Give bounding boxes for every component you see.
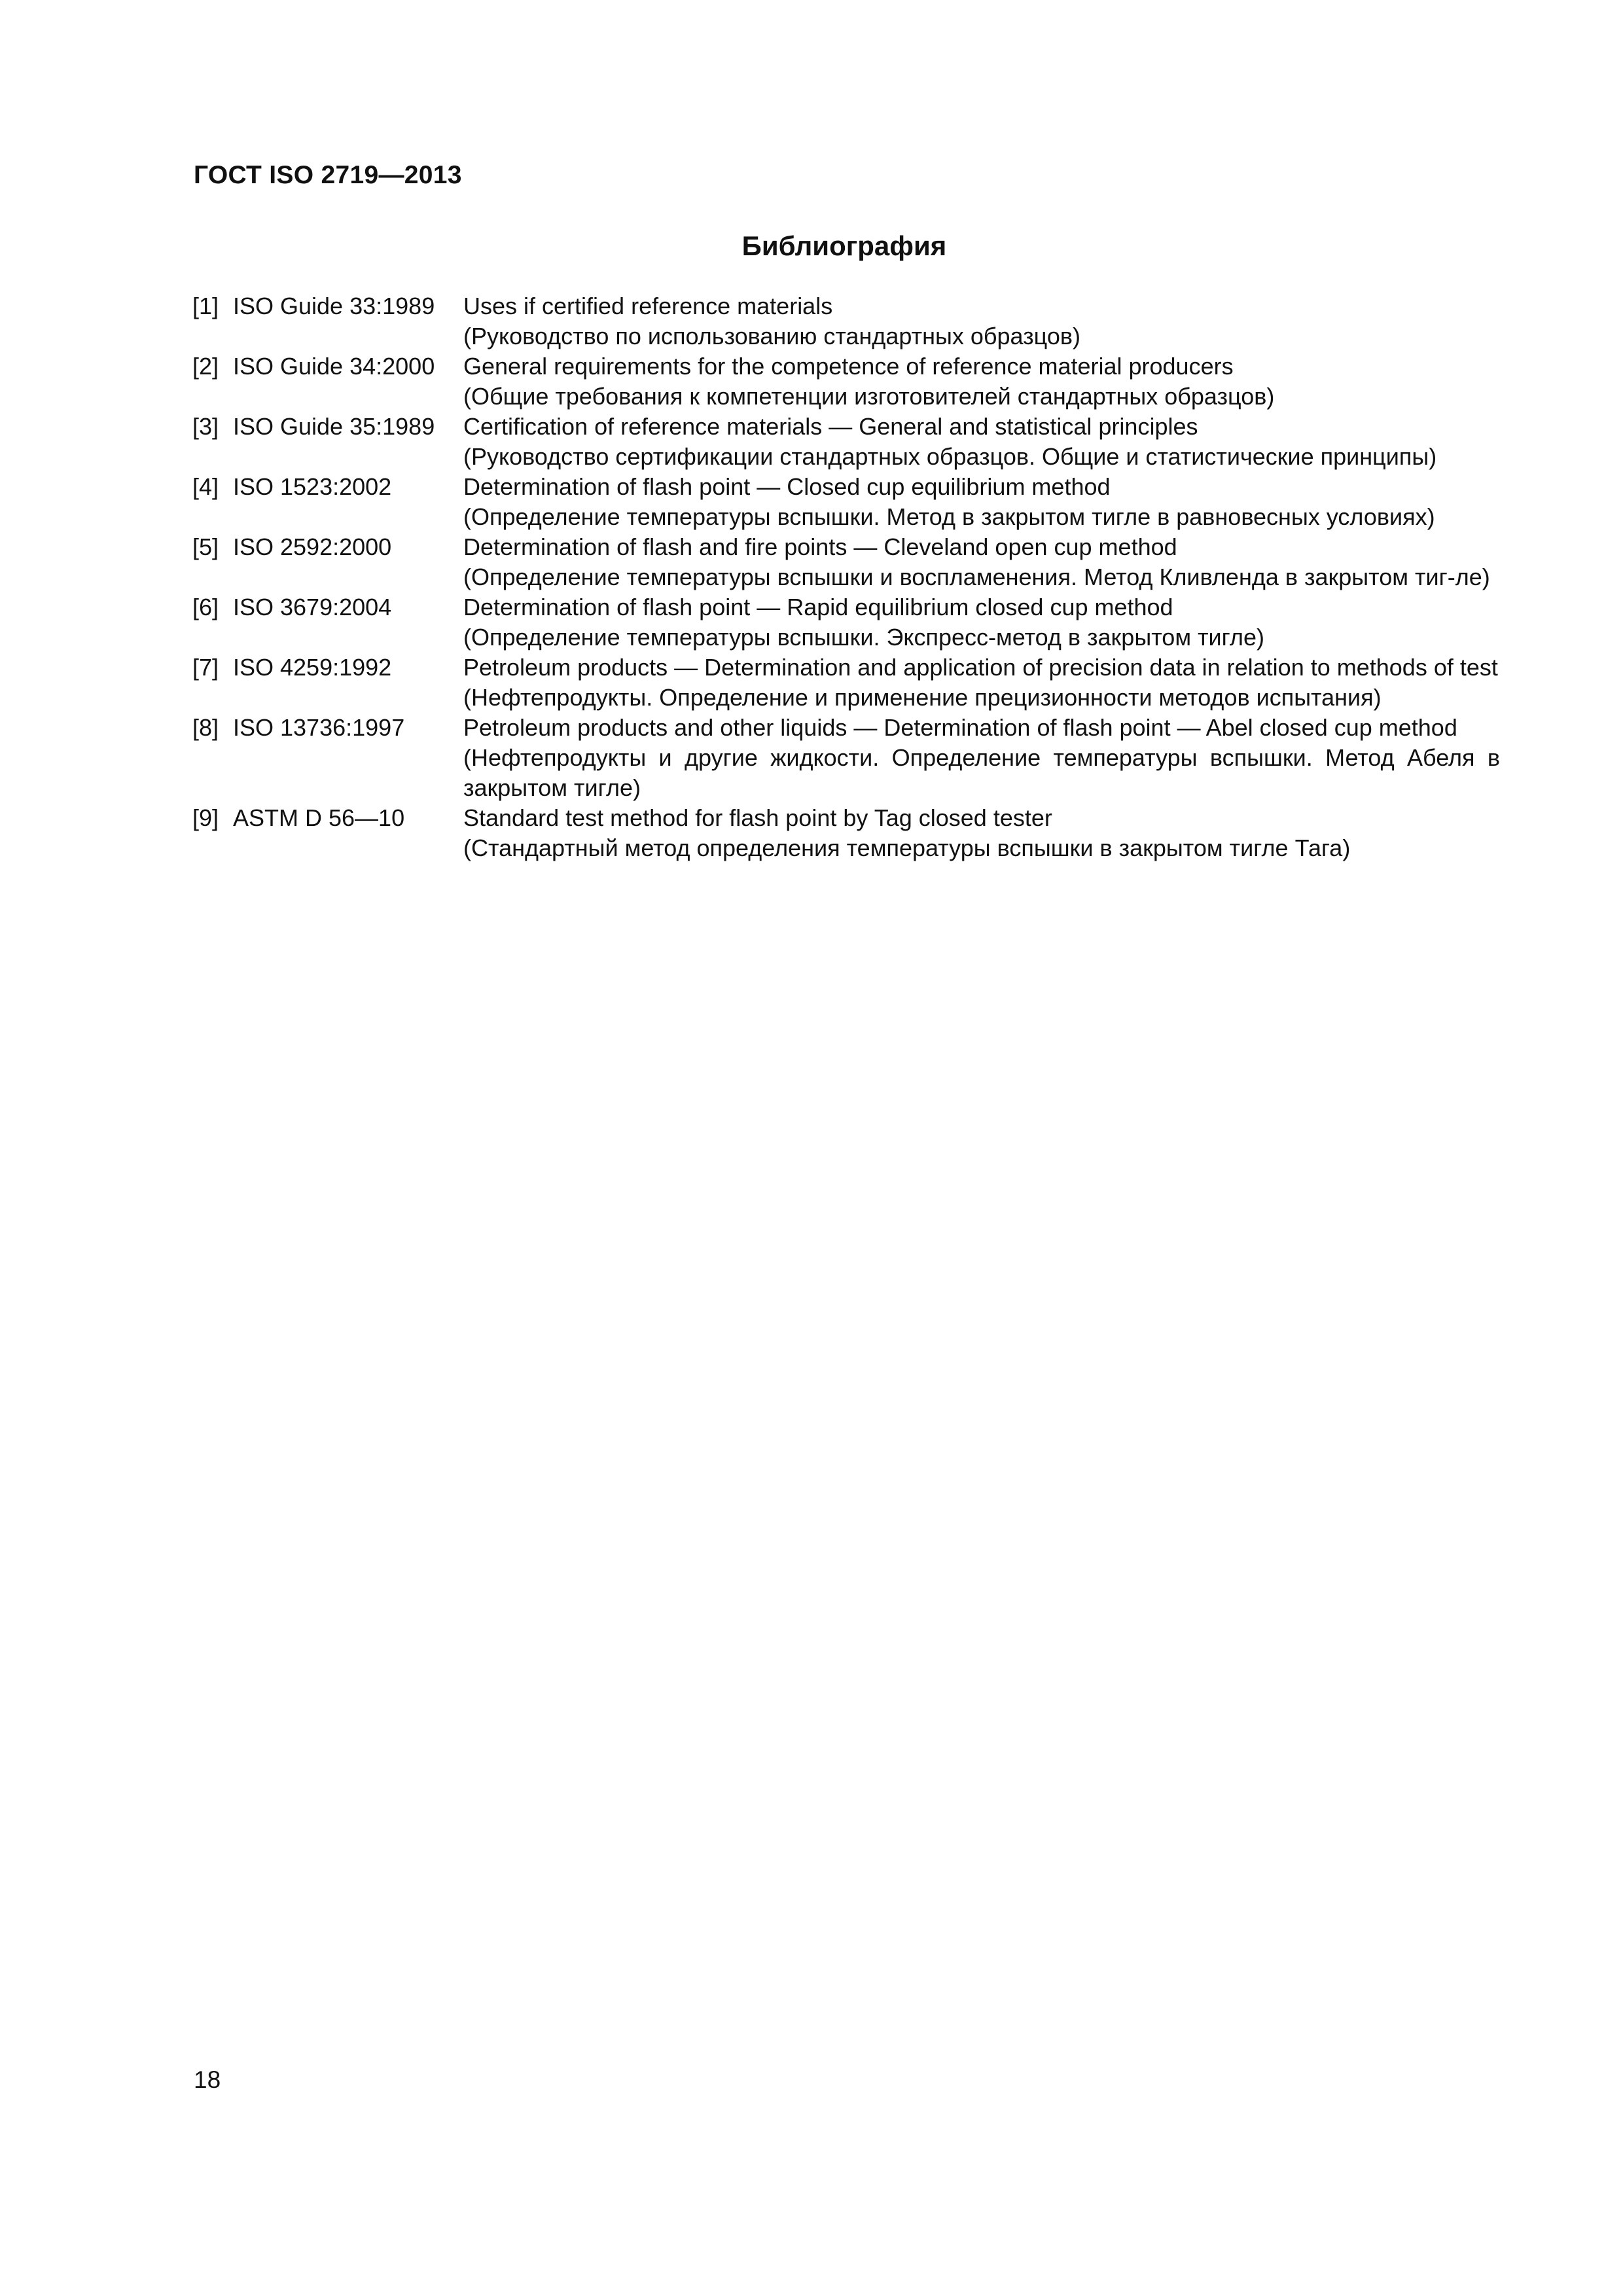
entry-title-en: Certification of reference materials — General and statistical principles bbox=[463, 413, 1198, 440]
entry-title-ru: (Общие требования к компетенции изготовителей стандартных образцов) bbox=[463, 383, 1275, 410]
entry-reference: ISO Guide 34:2000 bbox=[233, 353, 435, 380]
entry-description bbox=[463, 351, 1500, 412]
entry-description bbox=[463, 291, 1500, 351]
bibliography-entry-6 bbox=[192, 592, 1501, 653]
entry-number: [9] bbox=[192, 804, 219, 831]
entry-number: [1] bbox=[192, 293, 219, 319]
entry-title-ru: (Руководство по использованию стандартных образцов) bbox=[463, 323, 1080, 350]
entry-number: [6] bbox=[192, 594, 219, 620]
entry-reference: ASTM D 56—10 bbox=[233, 804, 405, 831]
entry-title-ru: (Нефтепродукты. Определение и применение прецизионности методов испытания) bbox=[463, 684, 1382, 711]
entry-reference: ISO Guide 33:1989 bbox=[233, 293, 435, 319]
entry-description bbox=[463, 412, 1500, 472]
entry-title-ru: (Определение температуры вспышки. Метод в закрытом тигле в равновесных условиях) bbox=[463, 503, 1435, 530]
bibliography-entry-8 bbox=[192, 713, 1501, 803]
entry-description bbox=[463, 472, 1500, 532]
entry-description bbox=[463, 532, 1500, 592]
entry-reference: ISO 13736:1997 bbox=[233, 714, 405, 741]
document-header: ГОСТ ISO 2719—2013 bbox=[194, 161, 462, 189]
entry-title-en: Uses if certified reference materials bbox=[463, 293, 833, 319]
section-title: Библиография bbox=[741, 230, 947, 261]
entry-description bbox=[463, 713, 1500, 803]
entry-number: [2] bbox=[192, 353, 219, 380]
entry-reference: ISO Guide 35:1989 bbox=[233, 413, 435, 440]
entry-title-en: Determination of flash and fire points — Cleveland open cup method bbox=[463, 533, 1177, 560]
bibliography-entry-9 bbox=[192, 803, 1501, 863]
entry-title-en: Determination of flash point — Closed cup equilibrium method bbox=[463, 473, 1111, 500]
entry-reference: ISO 1523:2002 bbox=[233, 473, 392, 500]
bibliography-entry-1 bbox=[192, 291, 1501, 351]
entry-number: [8] bbox=[192, 714, 219, 741]
entry-reference: ISO 2592:2000 bbox=[233, 533, 392, 560]
bibliography-entry-2 bbox=[192, 351, 1501, 412]
entry-title-en: Petroleum products and other liquids — Determination of flash point — Abel closed cup method bbox=[463, 714, 1457, 741]
entry-title-ru: (Определение температуры вспышки. Экспресс-метод в закрытом тигле) bbox=[463, 624, 1265, 651]
page-number: 18 bbox=[194, 2066, 221, 2093]
entry-number: [5] bbox=[192, 533, 219, 560]
entry-number: [7] bbox=[192, 654, 219, 681]
bibliography-entry-5 bbox=[192, 532, 1501, 592]
bibliography-entry-3 bbox=[192, 412, 1501, 472]
entry-number: [4] bbox=[192, 473, 219, 500]
entry-description bbox=[463, 803, 1500, 863]
entry-title-en: General requirements for the competence of reference material producers bbox=[463, 353, 1234, 380]
entry-title-ru: (Руководство сертификации стандартных образцов. Общие и статистические принципы) bbox=[463, 443, 1437, 470]
entry-number: [3] bbox=[192, 413, 219, 440]
entry-title-en: Standard test method for flash point by Tag closed tester bbox=[463, 804, 1052, 831]
entry-title-en: Petroleum products — Determination and application of precision data in relation to methods of test bbox=[463, 654, 1498, 681]
bibliography-entry-4 bbox=[192, 472, 1501, 532]
entry-title-ru: (Нефтепродукты и другие жидкости. Определение температуры вспышки. Метод Абеля в закрытом тигле) bbox=[463, 744, 1500, 801]
entry-title-en: Determination of flash point — Rapid equilibrium closed cup method bbox=[463, 594, 1173, 620]
bibliography-entry-7 bbox=[192, 653, 1501, 713]
entry-reference: ISO 4259:1992 bbox=[233, 654, 392, 681]
bibliography-list bbox=[192, 291, 1501, 863]
entry-title-ru: (Стандартный метод определения температуры вспышки в закрытом тигле Тага) bbox=[463, 834, 1351, 861]
entry-title-ru: (Определение температуры вспышки и воспламенения. Метод Кливленда в закрытом тиг-ле) bbox=[463, 564, 1490, 590]
entry-reference: ISO 3679:2004 bbox=[233, 594, 392, 620]
entry-description bbox=[463, 592, 1500, 653]
entry-description bbox=[463, 653, 1500, 713]
